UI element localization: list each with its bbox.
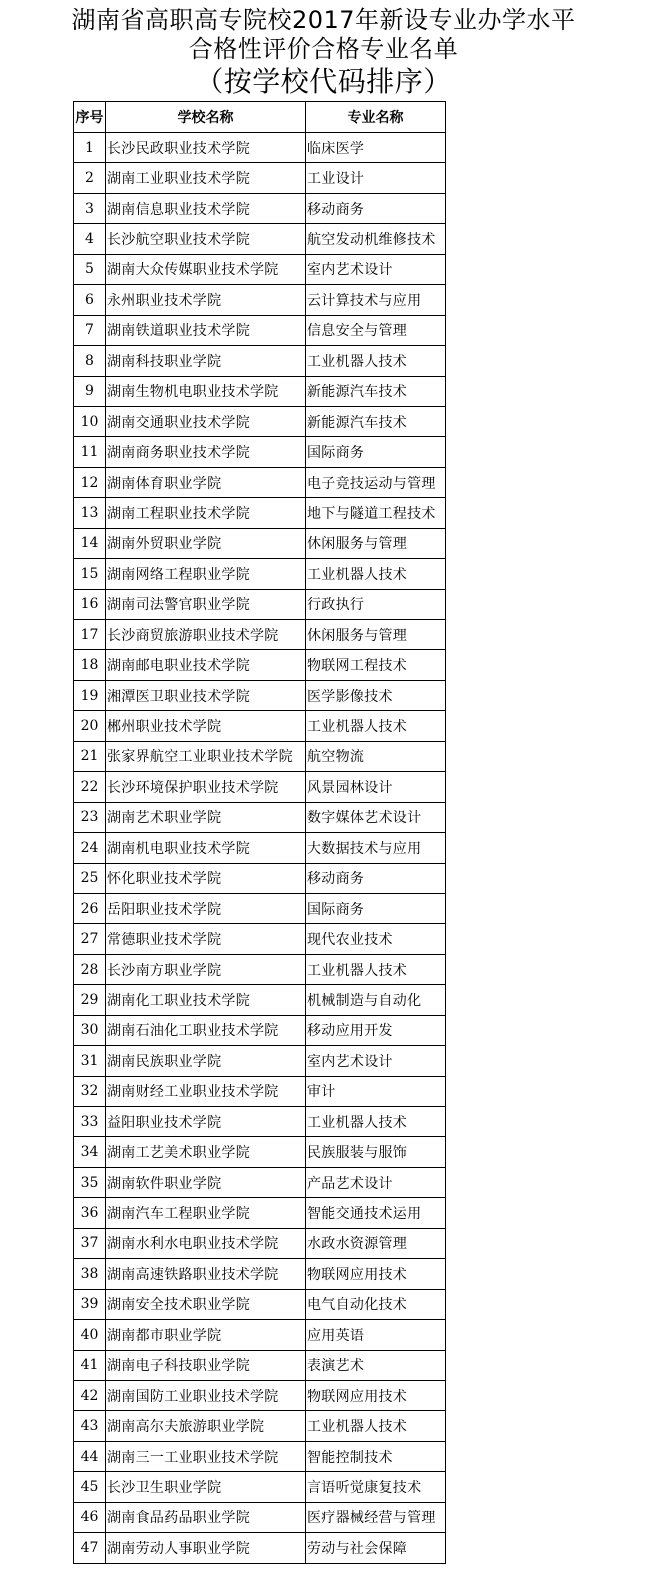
table-row <box>74 498 446 528</box>
major-name: 新能源汽车技术 <box>306 406 446 436</box>
row-number: 20 <box>74 711 106 741</box>
row-number: 12 <box>74 467 106 497</box>
major-name: 劳动与社会保障 <box>306 1533 446 1563</box>
row-number: 30 <box>74 1015 106 1045</box>
school-name: 湖南财经工业职业技术学院 <box>106 1076 306 1106</box>
school-name: 湖南汽车工程职业学院 <box>106 1198 306 1228</box>
major-name: 工业机器人技术 <box>306 559 446 589</box>
table-row <box>74 1228 446 1258</box>
major-name: 现代农业技术 <box>306 924 446 954</box>
major-name: 电气自动化技术 <box>306 1289 446 1319</box>
column-header-seq: 序号 <box>74 102 106 133</box>
table-row <box>74 1015 446 1045</box>
school-name: 湖南体育职业学院 <box>106 467 306 497</box>
table-row <box>74 1320 446 1350</box>
table-row <box>74 680 446 710</box>
school-name: 湖南工艺美术职业学院 <box>106 1137 306 1167</box>
table-row <box>74 802 446 832</box>
school-name: 湖南网络工程职业学院 <box>106 559 306 589</box>
table-row <box>74 193 446 223</box>
school-name: 湖南都市职业学院 <box>106 1320 306 1350</box>
table-row <box>74 1137 446 1167</box>
table-row <box>74 893 446 923</box>
major-name: 言语听觉康复技术 <box>306 1472 446 1502</box>
school-name: 湖南电子科技职业学院 <box>106 1350 306 1380</box>
row-number: 33 <box>74 1107 106 1137</box>
table-row <box>74 1350 446 1380</box>
row-number: 37 <box>74 1228 106 1258</box>
row-number: 24 <box>74 833 106 863</box>
major-name: 航空发动机维修技术 <box>306 224 446 254</box>
row-number: 8 <box>74 346 106 376</box>
major-name: 智能控制技术 <box>306 1441 446 1471</box>
row-number: 2 <box>74 163 106 193</box>
school-name: 湖南工业职业技术学院 <box>106 163 306 193</box>
table-row <box>74 315 446 345</box>
major-name: 室内艺术设计 <box>306 254 446 284</box>
school-name: 湖南机电职业技术学院 <box>106 833 306 863</box>
table-row <box>74 589 446 619</box>
school-name: 湖南艺术职业学院 <box>106 802 306 832</box>
school-name: 湖南生物机电职业技术学院 <box>106 376 306 406</box>
major-name: 移动应用开发 <box>306 1015 446 1045</box>
major-name: 表演艺术 <box>306 1350 446 1380</box>
table-row <box>74 1502 446 1532</box>
table-row <box>74 985 446 1015</box>
major-name: 物联网应用技术 <box>306 1380 446 1410</box>
table-header-row <box>74 102 446 133</box>
row-number: 17 <box>74 620 106 650</box>
major-name: 临床医学 <box>306 133 446 163</box>
major-name: 工业机器人技术 <box>306 1411 446 1441</box>
row-number: 28 <box>74 954 106 984</box>
school-name: 长沙航空职业技术学院 <box>106 224 306 254</box>
school-name: 湖南高尔夫旅游职业学院 <box>106 1411 306 1441</box>
major-name: 地下与隧道工程技术 <box>306 498 446 528</box>
row-number: 11 <box>74 437 106 467</box>
table-row <box>74 528 446 558</box>
row-number: 9 <box>74 376 106 406</box>
school-name: 张家界航空工业职业技术学院 <box>106 741 306 771</box>
column-header-major: 专业名称 <box>306 102 446 133</box>
school-name: 岳阳职业技术学院 <box>106 893 306 923</box>
row-number: 7 <box>74 315 106 345</box>
school-name: 湖南高速铁路职业技术学院 <box>106 1259 306 1289</box>
table-row <box>74 133 446 163</box>
row-number: 6 <box>74 285 106 315</box>
school-name: 湖南科技职业学院 <box>106 346 306 376</box>
major-name: 移动商务 <box>306 193 446 223</box>
row-number: 23 <box>74 802 106 832</box>
row-number: 32 <box>74 1076 106 1106</box>
qualified-majors-table <box>73 101 446 1564</box>
school-name: 湖南铁道职业技术学院 <box>106 315 306 345</box>
major-name: 数字媒体艺术设计 <box>306 802 446 832</box>
major-name: 移动商务 <box>306 863 446 893</box>
school-name: 怀化职业技术学院 <box>106 863 306 893</box>
major-name: 大数据技术与应用 <box>306 833 446 863</box>
major-name: 电子竞技运动与管理 <box>306 467 446 497</box>
table-row <box>74 1472 446 1502</box>
row-number: 3 <box>74 193 106 223</box>
row-number: 26 <box>74 893 106 923</box>
row-number: 39 <box>74 1289 106 1319</box>
row-number: 40 <box>74 1320 106 1350</box>
school-name: 永州职业技术学院 <box>106 285 306 315</box>
row-number: 46 <box>74 1502 106 1532</box>
row-number: 16 <box>74 589 106 619</box>
major-name: 工业机器人技术 <box>306 711 446 741</box>
table-row <box>74 224 446 254</box>
school-name: 湖南商务职业技术学院 <box>106 437 306 467</box>
major-name: 物联网应用技术 <box>306 1259 446 1289</box>
school-name: 湖南食品药品职业学院 <box>106 1502 306 1532</box>
row-number: 14 <box>74 528 106 558</box>
table-row <box>74 346 446 376</box>
table-row <box>74 163 446 193</box>
school-name: 长沙南方职业学院 <box>106 954 306 984</box>
major-name: 航空物流 <box>306 741 446 771</box>
major-name: 审计 <box>306 1076 446 1106</box>
school-name: 湖南化工职业技术学院 <box>106 985 306 1015</box>
school-name: 湖南信息职业技术学院 <box>106 193 306 223</box>
row-number: 19 <box>74 680 106 710</box>
document-title-line-2: 合格性评价合格专业名单 <box>188 35 459 63</box>
table-row <box>74 833 446 863</box>
row-number: 13 <box>74 498 106 528</box>
major-name: 行政执行 <box>306 589 446 619</box>
table-row <box>74 285 446 315</box>
table-row <box>74 254 446 284</box>
major-name: 智能交通技术运用 <box>306 1198 446 1228</box>
table-row <box>74 620 446 650</box>
major-name: 工业机器人技术 <box>306 954 446 984</box>
table-row <box>74 406 446 436</box>
major-name: 工业机器人技术 <box>306 346 446 376</box>
table-row <box>74 1441 446 1471</box>
table-row <box>74 1380 446 1410</box>
major-name: 国际商务 <box>306 437 446 467</box>
major-name: 国际商务 <box>306 893 446 923</box>
major-name: 应用英语 <box>306 1320 446 1350</box>
table-row <box>74 741 446 771</box>
row-number: 15 <box>74 559 106 589</box>
major-name: 民族服装与服饰 <box>306 1137 446 1167</box>
row-number: 42 <box>74 1380 106 1410</box>
table-row <box>74 772 446 802</box>
table-row <box>74 1411 446 1441</box>
table-row <box>74 1289 446 1319</box>
table-row <box>74 954 446 984</box>
school-name: 湖南大众传媒职业技术学院 <box>106 254 306 284</box>
row-number: 25 <box>74 863 106 893</box>
row-number: 36 <box>74 1198 106 1228</box>
school-name: 湖南软件职业学院 <box>106 1167 306 1197</box>
table-row <box>74 1259 446 1289</box>
major-name: 产品艺术设计 <box>306 1167 446 1197</box>
column-header-school: 学校名称 <box>106 102 306 133</box>
table-row <box>74 1533 446 1563</box>
school-name: 湖南三一工业职业技术学院 <box>106 1441 306 1471</box>
row-number: 10 <box>74 406 106 436</box>
table-row <box>74 1107 446 1137</box>
major-name: 水政水资源管理 <box>306 1228 446 1258</box>
row-number: 38 <box>74 1259 106 1289</box>
table-row <box>74 1198 446 1228</box>
major-name: 医疗器械经营与管理 <box>306 1502 446 1532</box>
school-name: 湖南国防工业职业技术学院 <box>106 1380 306 1410</box>
school-name: 湘潭医卫职业技术学院 <box>106 680 306 710</box>
table-row <box>74 650 446 680</box>
school-name: 郴州职业技术学院 <box>106 711 306 741</box>
major-name: 信息安全与管理 <box>306 315 446 345</box>
school-name: 湖南劳动人事职业学院 <box>106 1533 306 1563</box>
school-name: 长沙商贸旅游职业技术学院 <box>106 620 306 650</box>
major-name: 休闲服务与管理 <box>306 528 446 558</box>
school-name: 湖南司法警官职业学院 <box>106 589 306 619</box>
row-number: 45 <box>74 1472 106 1502</box>
school-name: 湖南外贸职业学院 <box>106 528 306 558</box>
major-name: 室内艺术设计 <box>306 1046 446 1076</box>
row-number: 41 <box>74 1350 106 1380</box>
row-number: 21 <box>74 741 106 771</box>
row-number: 31 <box>74 1046 106 1076</box>
major-name: 云计算技术与应用 <box>306 285 446 315</box>
school-name: 长沙环境保护职业技术学院 <box>106 772 306 802</box>
school-name: 湖南安全技术职业学院 <box>106 1289 306 1319</box>
table-row <box>74 711 446 741</box>
row-number: 47 <box>74 1533 106 1563</box>
table-body <box>74 133 446 1564</box>
major-name: 风景园林设计 <box>306 772 446 802</box>
table-header <box>74 102 446 133</box>
row-number: 1 <box>74 133 106 163</box>
row-number: 27 <box>74 924 106 954</box>
school-name: 湖南邮电职业技术学院 <box>106 650 306 680</box>
row-number: 44 <box>74 1441 106 1471</box>
major-name: 休闲服务与管理 <box>306 620 446 650</box>
school-name: 常德职业技术学院 <box>106 924 306 954</box>
table-row <box>74 467 446 497</box>
school-name: 湖南民族职业学院 <box>106 1046 306 1076</box>
major-name: 工业设计 <box>306 163 446 193</box>
row-number: 29 <box>74 985 106 1015</box>
table-row <box>74 924 446 954</box>
table-row <box>74 1046 446 1076</box>
school-name: 长沙民政职业技术学院 <box>106 133 306 163</box>
row-number: 43 <box>74 1411 106 1441</box>
major-name: 医学影像技术 <box>306 680 446 710</box>
school-name: 湖南工程职业技术学院 <box>106 498 306 528</box>
school-name: 湖南交通职业技术学院 <box>106 406 306 436</box>
major-name: 工业机器人技术 <box>306 1107 446 1137</box>
table-row <box>74 437 446 467</box>
row-number: 4 <box>74 224 106 254</box>
row-number: 34 <box>74 1137 106 1167</box>
document-title-line-1: 湖南省高职高专院校2017年新设专业办学水平 <box>71 6 576 34</box>
major-name: 新能源汽车技术 <box>306 376 446 406</box>
major-name: 机械制造与自动化 <box>306 985 446 1015</box>
table-row <box>74 863 446 893</box>
document-subtitle: （按学校代码排序） <box>195 65 452 98</box>
school-name: 长沙卫生职业学院 <box>106 1472 306 1502</box>
table-row <box>74 1167 446 1197</box>
school-name: 益阳职业技术学院 <box>106 1107 306 1137</box>
row-number: 35 <box>74 1167 106 1197</box>
row-number: 5 <box>74 254 106 284</box>
row-number: 22 <box>74 772 106 802</box>
major-name: 物联网工程技术 <box>306 650 446 680</box>
table-row <box>74 1076 446 1106</box>
table-row <box>74 559 446 589</box>
school-name: 湖南水利水电职业技术学院 <box>106 1228 306 1258</box>
row-number: 18 <box>74 650 106 680</box>
table-row <box>74 376 446 406</box>
school-name: 湖南石油化工职业技术学院 <box>106 1015 306 1045</box>
